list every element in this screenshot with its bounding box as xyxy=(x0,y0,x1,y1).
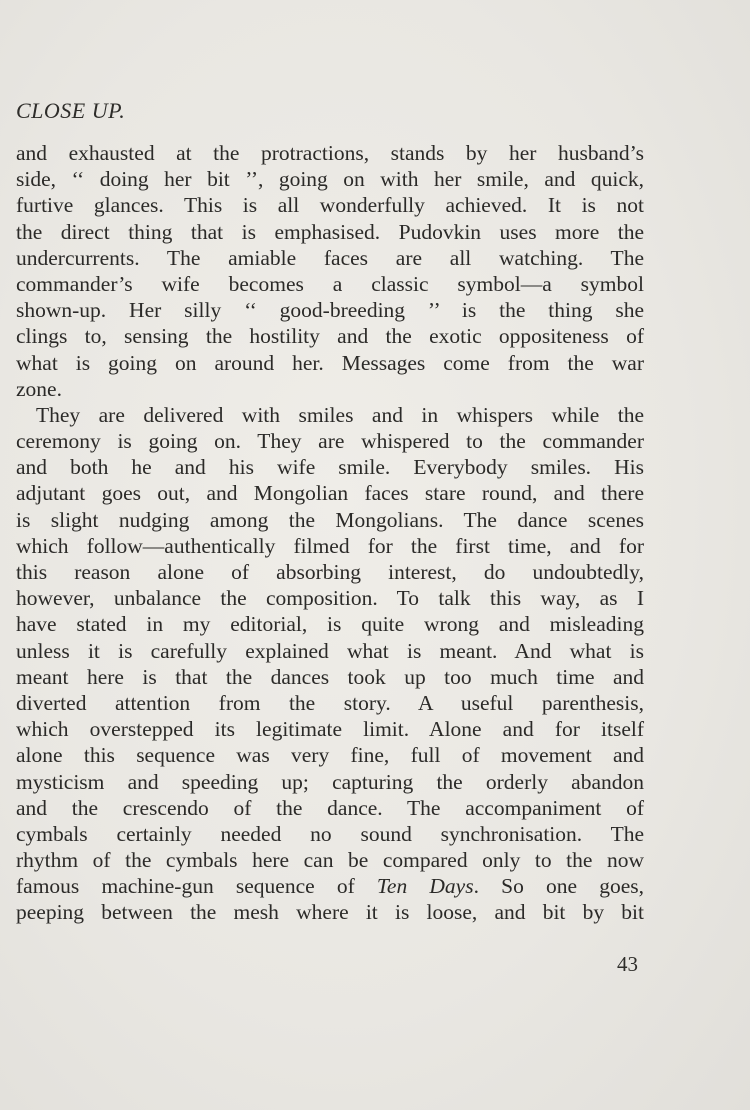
text-line-with-title xyxy=(16,873,644,899)
text-line: which follow—authentically filmed for the first time, and for xyxy=(16,533,644,558)
text-line: rhythm of the cymbals here can be compared only to the now xyxy=(16,848,644,873)
text-fragment: . So one goes, xyxy=(473,874,644,899)
text-line: adjutant goes out, and Mongolian faces stare round, and there xyxy=(16,481,644,506)
text-line: is slight nudging among the Mongolians. The dance scenes xyxy=(16,507,644,532)
text-line: however, unbalance the composition. To talk this way, as I xyxy=(16,586,644,611)
text-line: cymbals certainly needed no sound synchronisation. The xyxy=(16,821,644,846)
text-line: have stated in my editorial, is quite wrong and misleading xyxy=(16,612,644,637)
text-line: diverted attention from the story. A useful parenthesis, xyxy=(16,690,644,715)
text-fragment: famous machine-gun sequence of xyxy=(16,874,377,899)
text-line: ceremony is going on. They are whispered to the commander xyxy=(16,429,644,454)
text-line: commander’s wife becomes a classic symbol—a symbol xyxy=(16,271,644,296)
text-line: and both he and his wife smile. Everybody smiles. His xyxy=(16,455,644,480)
text-line: furtive glances. This is all wonderfully achieved. It is not xyxy=(16,193,644,218)
text-line: zone. xyxy=(16,376,62,401)
page-number: 43 xyxy=(617,952,638,976)
text-line: undercurrents. The amiable faces are all watching. The xyxy=(16,245,644,270)
text-line: what is going on around her. Messages come from the war xyxy=(16,350,644,375)
text-line: clings to, sensing the hostility and the exotic oppositeness of xyxy=(16,324,644,349)
text-line: side, ‘‘ doing her bit ’’, going on with her smile, and quick, xyxy=(16,167,644,192)
text-line: meant here is that the dances took up too much time and xyxy=(16,664,644,689)
text-line: which overstepped its legitimate limit. Alone and for itself xyxy=(16,717,644,742)
text-line: peeping between the mesh where it is loose, and bit by bit xyxy=(16,900,644,925)
text-line: and exhausted at the protractions, stands by her husband’s xyxy=(16,141,644,165)
text-line: and the crescendo of the dance. The accompaniment of xyxy=(16,795,644,820)
body-text xyxy=(16,140,644,926)
film-title: Ten Days xyxy=(376,874,474,899)
text-line: this reason alone of absorbing interest, do undoubtedly, xyxy=(16,560,644,584)
text-line: mysticism and speeding up; capturing the orderly abandon xyxy=(16,769,644,794)
running-head: CLOSE UP. xyxy=(16,98,126,123)
paragraph-start-line: They are delivered with smiles and in whispers while the xyxy=(36,402,644,427)
text-line: alone this sequence was very fine, full of movement and xyxy=(16,743,644,768)
text-line: unless it is carefully explained what is meant. And what is xyxy=(16,638,644,663)
text-line: the direct thing that is emphasised. Pudovkin uses more the xyxy=(16,219,644,244)
text-line: shown-up. Her silly ‘‘ good-breeding ’’ is the thing she xyxy=(16,298,644,323)
